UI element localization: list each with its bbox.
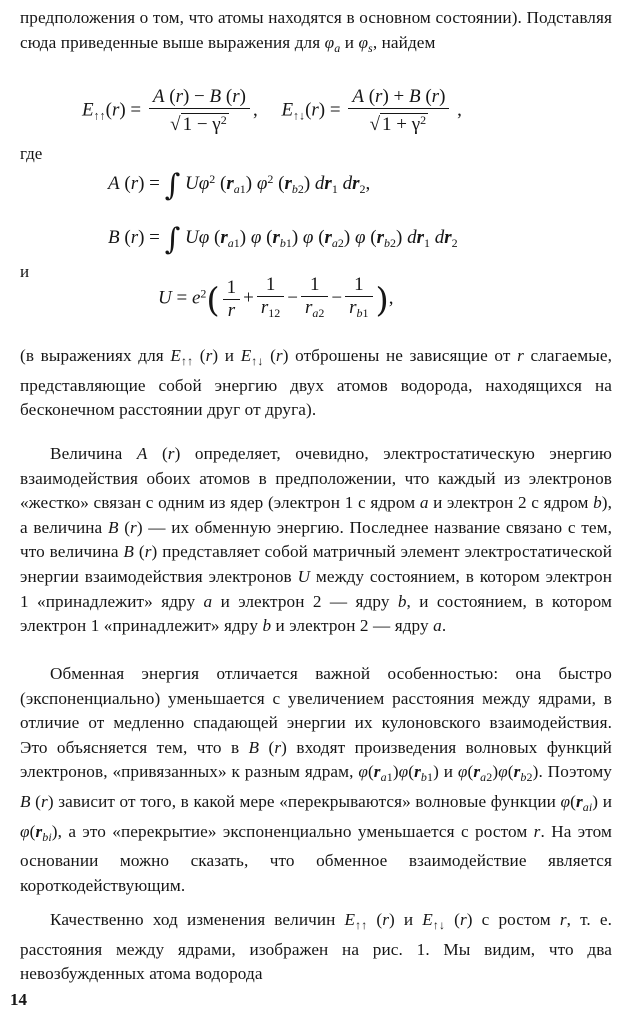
paragraph-1: предположения о том, что атомы находятся в основном состоянии). Подставляя сюда приведенные выше выражения для $\varphi_a$ и $\varphi_s$, найдем	[20, 8, 612, 55]
label-and: и	[20, 262, 30, 281]
equation-energies: $E_{↑↑}(r)$ = $\frac{A (r) - B (r)}{√ 1 - \gamma^2}$ , $E_{↑↓}(r)$ = $\frac{A (r) + B (r)}{√ 1 + \gamma^2}$ ,	[82, 86, 462, 135]
page-number: 14	[10, 990, 27, 1009]
label-where: где	[20, 144, 43, 163]
equation-u: $U = e^2$( $\frac{1}{r}$ + $\frac{1}{r_{12}}$ − $\frac{1}{r_{a2}}$ − $\frac{1}{r_{b1}}$ ),	[158, 274, 394, 321]
paragraph-5: Качественно ход изменения величин $E_{↑↑}$ (r) и $E_{↑↓}$ (r) с ростом r, т. е. расстояния между ядрами, изображен на рис. 1. Мы видим, что два невозбужденных атома водорода	[20, 910, 612, 984]
equation-a: A (r) = ∫ $U\varphi^2$ $(r_{a1})$ $\varphi^2$ $(r_{b2})$ $dr_1$ $dr_2$,	[108, 168, 371, 203]
paragraph-3: Величина A (r) определяет, очевидно, электростатическую энергию взаимодействия обоих атомов в предположении, что каждый из электронов «жестко» связан с одним из ядер (электрон 1 с ядром a и электрон 2 с ядром b), а величина B (r) — их обменную энергию. Последнее название связано с тем, что величина B (r) представляет собой матричный элемент электростатической энергии взаимодействия электронов U между состоянием, в котором электрон 1 «принадлежит» ядру a и электрон 2 — ядру b, и состоянием, в котором электрон 1 «принадлежит» ядру b и электрон 2 — ядру a.	[20, 444, 613, 636]
equation-b: B (r) = ∫ Uφ $(r_{a1})$ φ $(r_{b1})$ φ $(r_{a2})$ φ $(r_{b2})$ $dr_1$ $dr_2$	[108, 222, 458, 257]
paragraph-2: (в выражениях для $E_{↑↑}$ (r) и $E_{↑↓}$ (r) отброшены не зависящие от r слагаемые, представляющие собой энергию двух атомов водорода, находящихся на бесконечном расстоянии друг от друга).	[20, 346, 612, 420]
paragraph-4: Обменная энергия отличается важной особенностью: она быстро (экспоненциально) уменьшается с увеличением расстояния между ядрами, в отличие от медленно спадающей энергии их кулоновского взаимодействия. Это объясняется тем, что в B (r) входят произведения волновых функций электронов, «привязанных» к разным ядрам, $\varphi(r_{a1})\varphi(r_{b1})$ и $\varphi(r_{a2})\varphi(r_{b2})$. Поэтому B (r) зависит от того, в какой мере «перекрываются» волновые функции $\varphi(r_{ai})$ и $\varphi(r_{bi})$, а это «перекрытие» экспоненциально уменьшается с ростом r. На этом основании можно сказать, что обменное взаимодействие является короткодействующим.	[20, 664, 612, 895]
